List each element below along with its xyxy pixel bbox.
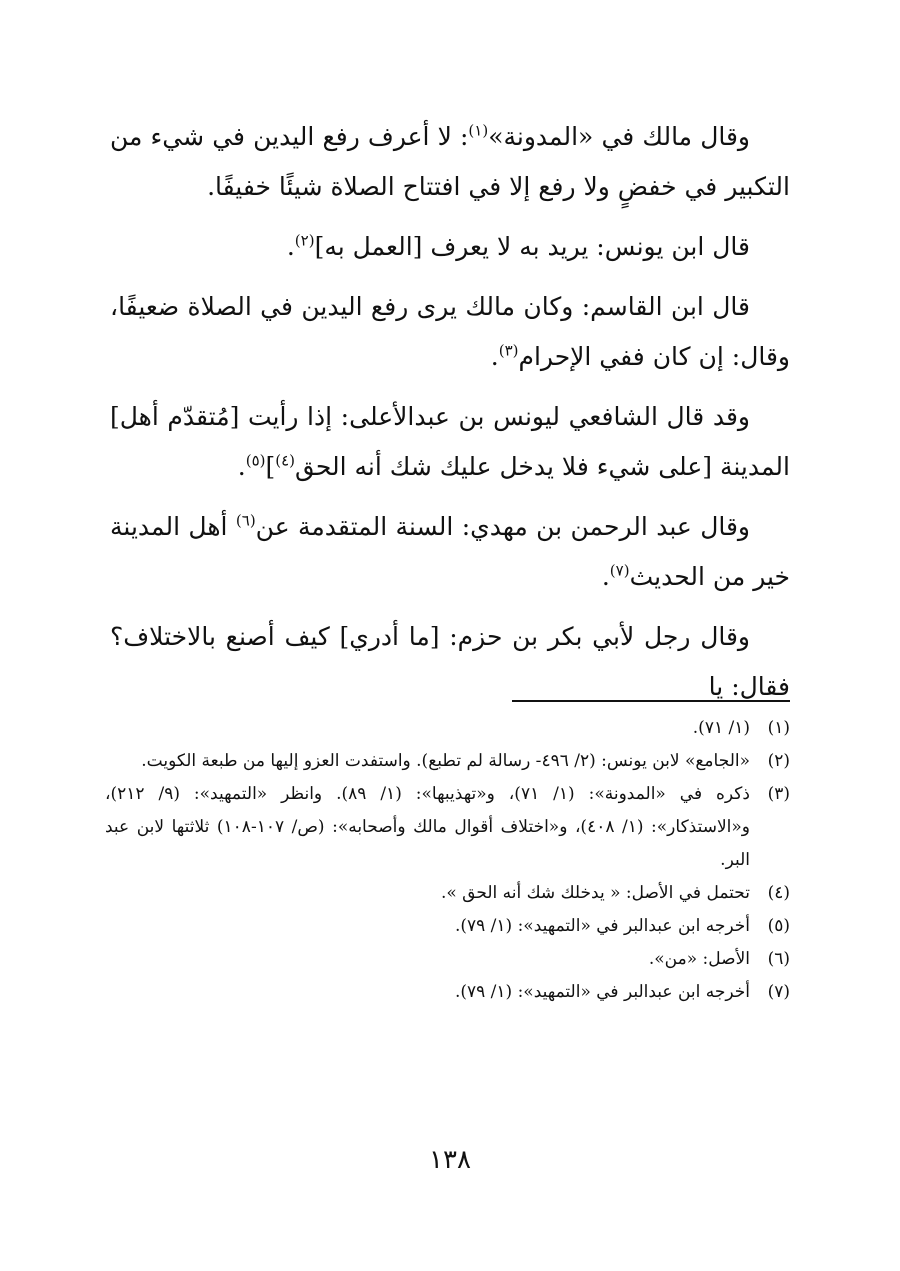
paragraph <box>110 222 790 272</box>
footnote-text: أخرجه ابن عبدالبر في «التمهيد»: (١/ ٧٩). <box>454 916 750 936</box>
footnote <box>105 943 790 976</box>
footnote-number: (٢) <box>767 751 790 771</box>
footnote <box>105 745 790 778</box>
paragraph-text: . <box>237 452 246 481</box>
footnote <box>105 877 790 910</box>
footnote-marker: (٤) <box>275 451 296 470</box>
footnote-marker: (٧) <box>609 561 630 580</box>
paragraph-text: أهل المدينة خير من الحديث <box>110 512 790 591</box>
footnote <box>105 910 790 943</box>
paragraph-text: ] <box>265 452 276 481</box>
paragraph <box>110 282 790 382</box>
page-number: ١٣٨ <box>429 1145 471 1175</box>
footnote-number: (٦) <box>767 949 790 969</box>
paragraph <box>110 612 790 712</box>
footnote-text: «الجامع» لابن يونس: (٢/ ٤٩٦- رسالة لم تطبع). واستفدت العزو إليها من طبعة الكويت. <box>141 751 750 771</box>
footnote-text: (١/ ٧١). <box>692 718 750 738</box>
paragraph-text: قال ابن القاسم: وكان مالك يرى رفع اليدين في الصلاة ضعيفًا، وقال: إن كان ففي الإحرام <box>110 292 790 371</box>
paragraph-text: وقد قال الشافعي ليونس بن عبدالأعلى: إذا رأيت [مُتقدّم أهل] المدينة [على شيء فلا يدخل عليك شك أنه الحق <box>110 402 790 481</box>
footnotes <box>105 712 790 1009</box>
footnote-number: (٥) <box>767 916 790 936</box>
paragraph <box>110 112 790 212</box>
footnote-separator <box>512 700 790 702</box>
paragraph-text: وقال رجل لأبي بكر بن حزم: [ما أدري] كيف أصنع بالاختلاف؟ فقال: يا <box>110 622 790 701</box>
footnote <box>105 712 790 745</box>
paragraph <box>110 392 790 492</box>
footnote-number: (١) <box>767 718 790 738</box>
footnote-text: الأصل: «من». <box>648 949 750 969</box>
footnote <box>105 976 790 1009</box>
paragraph <box>110 502 790 602</box>
footnote <box>105 778 790 877</box>
paragraph-text: . <box>286 232 295 261</box>
paragraph-text: وقال عبد الرحمن بن مهدي: السنة المتقدمة عن <box>255 512 750 541</box>
footnote-text: تحتمل في الأصل: « يدخلك شك أنه الحق ». <box>440 883 750 903</box>
footnote-marker: (٣) <box>498 341 519 360</box>
paragraph-text: وقال مالك في «المدونة» <box>488 122 750 151</box>
footnote-number: (٤) <box>767 883 790 903</box>
paragraph-text: . <box>490 342 499 371</box>
footnote-marker: (٦) <box>235 511 256 530</box>
footnote-number: (٣) <box>767 784 790 804</box>
footnote-text: ذكره في «المدونة»: (١/ ٧١)، و«تهذيبها»: (١/ ٨٩). وانظر «التمهيد»: (٩/ ٢١٢)، و«الاستذكار»: (١/ ٤٠٨)، و«اختلاف أقوال مالك وأصحابه»: (ص/ ١٠٧-١٠٨) ثلاثتها لابن عبد البر. <box>105 784 750 870</box>
footnote-marker: (١) <box>468 121 489 140</box>
footnote-number: (٧) <box>767 982 790 1002</box>
footnote-marker: (٢) <box>294 231 315 250</box>
footnote-text: أخرجه ابن عبدالبر في «التمهيد»: (١/ ٧٩). <box>454 982 750 1002</box>
main-text <box>110 112 790 722</box>
paragraph-text: . <box>601 562 610 591</box>
paragraph-text: : لا أعرف رفع اليدين في شيء من التكبير في خفضٍ ولا رفع إلا في افتتاح الصلاة شيئًا خفيفًا. <box>110 122 790 201</box>
paragraph-text: قال ابن يونس: يريد به لا يعرف [العمل به] <box>314 232 750 261</box>
footnote-marker: (٥) <box>245 451 266 470</box>
